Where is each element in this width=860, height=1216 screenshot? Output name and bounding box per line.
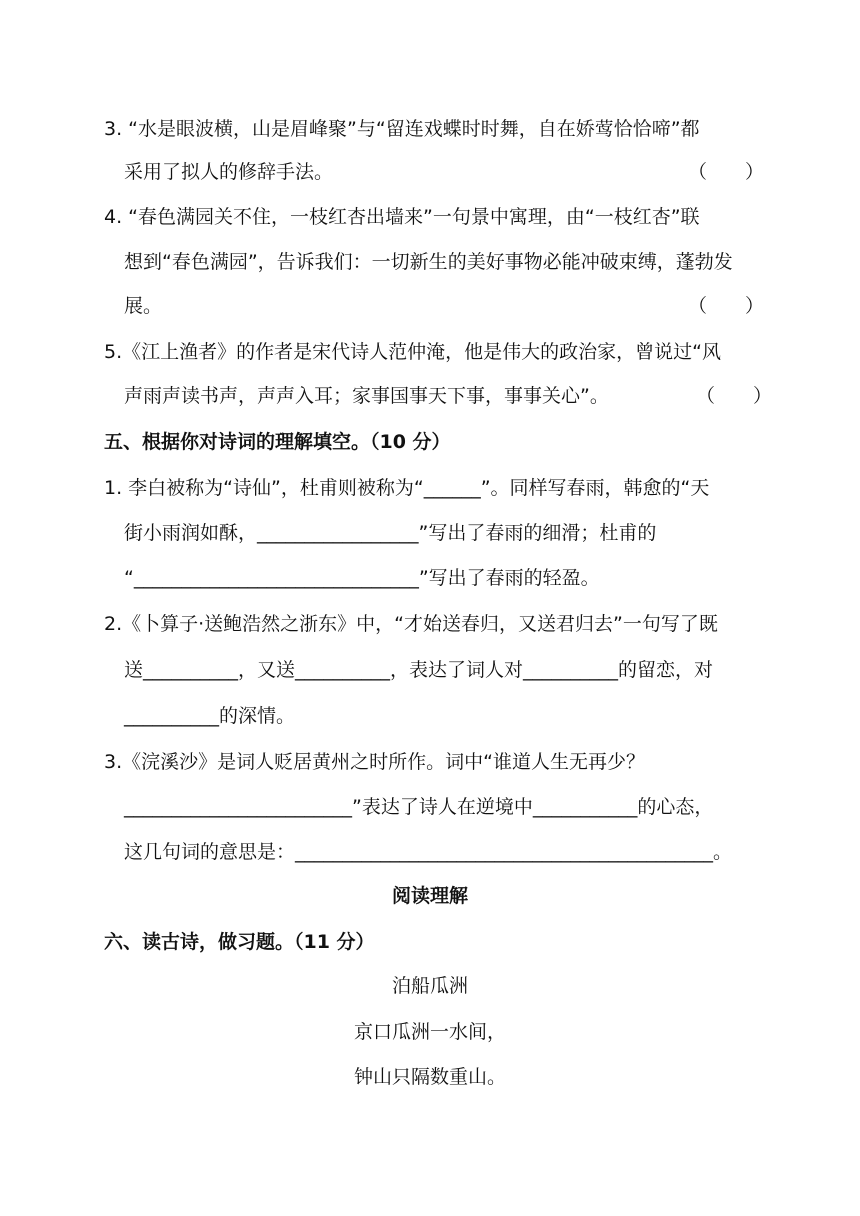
s5-q2-line-1: 2.《卜算子·送鲍浩然之浙东》中，“才始送春归，又送君归去”一句写了既 (104, 613, 718, 635)
item-4-line-3: 展。 (124, 295, 163, 317)
section-6-heading: 六、读古诗，做习题。（11 分） (104, 931, 375, 953)
item-3-line-2: 采用了拟人的修辞手法。 (124, 161, 334, 183)
reading-section-title: 阅读理解 (391, 885, 468, 907)
item-4-line-2: 想到“春色满园”，告诉我们：一切新生的美好事物必能冲破束缚，蓬勃发 (124, 251, 733, 273)
s5-q1-line-1: 1. 李白被称为“诗仙”，杜甫则被称为“______”。同样写春雨，韩愈的“天 (104, 477, 710, 499)
item-3-answer-bracket: （ ） (688, 161, 765, 183)
item-5-answer-bracket: （ ） (696, 385, 773, 407)
item-5-line-1: 5.《江上渔者》的作者是宋代诗人范仲淹，他是伟大的政治家，曾说过“风 (104, 341, 721, 363)
item-4-line-1: 4. “春色满园关不住，一枝红杏出墙来”一句景中寓理，由“一枝红杏”联 (104, 206, 700, 228)
item-5-line-2: 声雨声读书声，声声入耳；家事国事天下事，事事关心”。 (124, 385, 609, 407)
s5-q3-line-1: 3.《浣溪沙》是词人贬居黄州之时所作。词中“谁道人生无再少？ (104, 751, 645, 773)
section-5-heading: 五、根据你对诗词的理解填空。（10 分） (104, 431, 451, 453)
item-4-answer-bracket: （ ） (688, 295, 765, 317)
poem-title: 泊船瓜洲 (391, 975, 468, 997)
poem-line: 京口瓜洲一水间， (353, 1021, 506, 1043)
poem-line: 钟山只隔数重山。 (353, 1066, 506, 1088)
item-3-line-1: 3. “水是眼波横，山是眉峰聚”与“留连戏蝶时时舞，自在娇莺恰恰啼”都 (104, 118, 700, 140)
s5-q1-line-2: 街小雨润如酥，_________________”写出了春雨的细滑；杜甫的 (124, 522, 657, 544)
s5-q2-line-2: 送__________，又送__________，表达了词人对__________的留恋，对 (124, 659, 714, 681)
s5-q1-line-3: “______________________________”写出了春雨的轻盈。 (124, 567, 600, 589)
s5-q2-line-3: __________的深情。 (124, 705, 296, 727)
s5-q3-line-3: 这几句词的意思是：____________________________________________。 (124, 841, 733, 863)
s5-q3-line-2: ________________________”表达了诗人在逆境中___________的心态， (124, 796, 714, 818)
